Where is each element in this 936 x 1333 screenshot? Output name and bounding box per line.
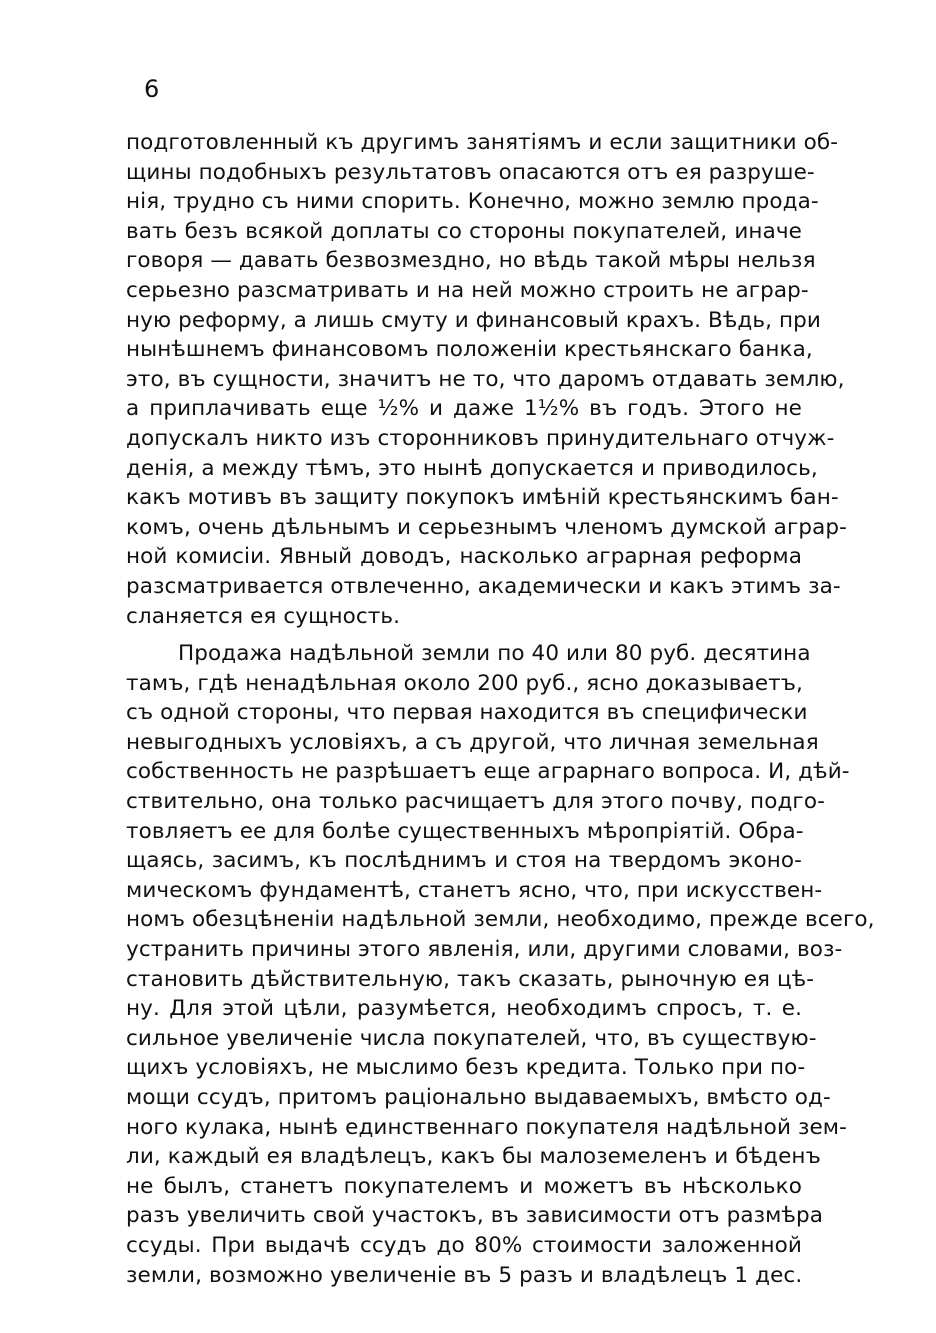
text-line: щихъ условіяхъ, не мыслимо безъ кредита. Только при по- — [126, 1055, 806, 1081]
text-line: какъ мотивъ въ защиту покупокъ имѣній крестьянскимъ бан- — [126, 485, 839, 511]
text-line: разъ увеличить свой участокъ, въ зависимости отъ размѣра — [126, 1203, 824, 1229]
text-line: щаясь, засимъ, къ послѣднимъ и стоя на твердомъ эконо- — [126, 848, 802, 874]
text-line: это, въ сущности, значитъ не то, что даромъ отдавать землю, — [126, 366, 845, 392]
text-line: ли, каждый ея владѣлецъ, какъ бы малоземеленъ и бѣденъ — [126, 1144, 821, 1170]
paragraph-gap — [126, 631, 802, 639]
text-line: сланяется ея сущность. — [126, 603, 401, 629]
text-line: ную реформу, а лишь смуту и финансовый крахъ. Вѣдь, при — [126, 307, 821, 333]
text-line: не былъ, станетъ покупателемъ и можетъ въ нѣсколько — [126, 1173, 802, 1199]
page-number: 6 — [144, 75, 160, 103]
text-line: серьезно разсматривать и на ней можно строить не аграр- — [126, 277, 809, 303]
text-line: сильное увеличеніе числа покупателей, что, въ существую- — [126, 1025, 817, 1051]
text-line: допускалъ никто изъ сторонниковъ принудительнаго отчуж- — [126, 425, 835, 451]
text-line: ного кулака, нынѣ единственнаго покупателя надѣльной зем- — [126, 1114, 847, 1140]
text-line: устранить причины этого явленія, или, другими словами, воз- — [126, 937, 843, 963]
text-line: земли, возможно увеличеніе въ 5 разъ и владѣлецъ 1 дес. — [126, 1262, 803, 1288]
text-line: номъ обезцѣненіи надѣльной земли, необходимо, прежде всего, — [126, 907, 875, 933]
text-line: мическомъ фундаментѣ, станетъ ясно, что, при искусствен- — [126, 877, 823, 903]
text-line: невыгодныхъ условіяхъ, а съ другой, что личная земельная — [126, 729, 819, 755]
text-line: а приплачивать еще ½% и даже 1½% въ годъ. Этого не — [126, 396, 802, 422]
text-line: щины подобныхъ результатовъ опасаются отъ ея разруше- — [126, 159, 815, 185]
body-text — [126, 128, 875, 1290]
text-line: мощи ссудъ, притомъ раціонально выдаваемыхъ, вмѣсто од- — [126, 1085, 831, 1110]
text-line: ну. Для этой цѣли, разумѣется, необходимъ спросъ, т. е. — [126, 996, 802, 1022]
text-line: тамъ, гдѣ ненадѣльная около 200 руб., ясно доказываетъ, — [126, 670, 803, 696]
text-line: собственность не разрѣшаетъ еще аграрнаго вопроса. И, дѣй- — [126, 759, 850, 785]
text-line: ной комисіи. Явный доводъ, насколько аграрная реформа — [126, 544, 802, 570]
text-line: товляетъ ее для болѣе существенныхъ мѣропріятій. Обра- — [126, 818, 804, 844]
text-line: ствительно, она только расчищаетъ для этого почву, подго- — [126, 789, 825, 815]
text-line: денія, а между тѣмъ, это нынѣ допускается и приводилось, — [126, 455, 818, 481]
text-line: разсматривается отвлеченно, академически и какъ этимъ за- — [126, 573, 841, 599]
text-line: подготовленный къ другимъ занятіямъ и если защитники об- — [126, 130, 839, 155]
text-line: становить дѣйствительную, такъ сказать, рыночную ея цѣ- — [126, 966, 815, 992]
text-line: нынѣшнемъ финансовомъ положеніи крестьянскаго банка, — [126, 337, 813, 363]
text-line: говоря — давать безвозмездно, но вѣдь такой мѣры нельзя — [126, 248, 816, 274]
text-line: Продажа надѣльной земли по 40 или 80 руб. десятина — [178, 641, 811, 667]
text-line: комъ, очень дѣльнымъ и серьезнымъ членомъ думской аграр- — [126, 514, 847, 540]
text-line: съ одной стороны, что первая находится въ специфически — [126, 700, 808, 726]
paragraph-2 — [126, 639, 875, 1290]
paragraph-1 — [126, 128, 847, 631]
text-line: нія, трудно съ ними спорить. Конечно, можно землю прода- — [126, 189, 819, 215]
text-line: ссуды. При выдачѣ ссудъ до 80% стоимости заложенной — [126, 1232, 802, 1258]
text-line: вать безъ всякой доплаты со стороны покупателей, иначе — [126, 218, 802, 244]
